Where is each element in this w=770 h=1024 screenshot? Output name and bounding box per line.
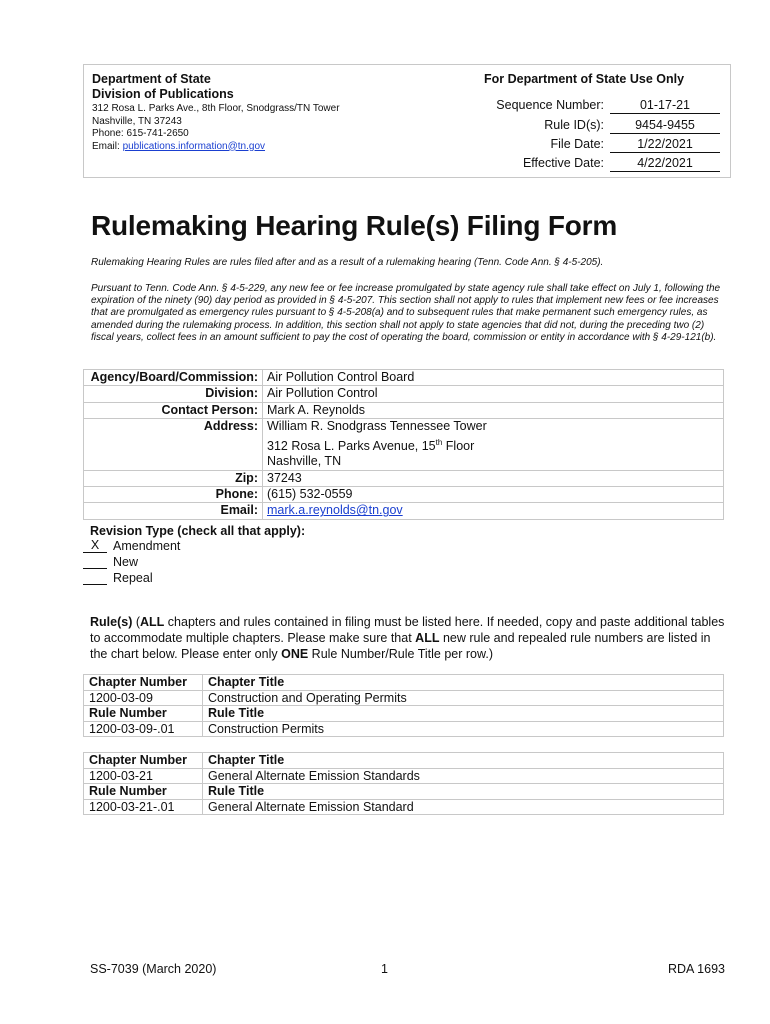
sequence-number-field — [414, 98, 719, 116]
division-value: Air Pollution Control — [263, 386, 724, 402]
rules-note-text-1: ( — [132, 615, 141, 629]
dept-city: Nashville, TN 37243 — [92, 115, 182, 127]
rule-header-row — [84, 706, 724, 722]
rules-note-text-4: Rule Number/Rule Title per row.) — [308, 647, 493, 661]
statute-text: Pursuant to Tenn. Code Ann. § 4-5-229, any new fee or fee increase promulgated by state agency rule shall take effect on July 1, following the expiration of the ninety (90) day period as provided in § 4-5-207. This section shall not apply to rules that implement new fees or fee increases that are promulgated as emergency rules pursuant to § 4-5-208(a) and to subsequent rules that make permanent such emergency rules, as amended during the rulemaking process. In addition, this section shall not apply to state agencies that did not, during the preceding two (2) fiscal years, collect fees in an amount sufficient to pay the cost of operating the board, commission or entity in accordance with § 4-29-121(b). — [91, 283, 721, 343]
division-label: Division: — [84, 386, 263, 402]
phone-row — [84, 487, 724, 503]
rules-note-bold-3: ALL — [415, 631, 440, 645]
contact-value: Mark A. Reynolds — [263, 402, 724, 418]
rule-number-header: Rule Number — [84, 784, 203, 800]
rule-row — [84, 721, 724, 737]
revision-repeal-mark[interactable] — [83, 571, 107, 585]
zip-value: 37243 — [263, 470, 724, 486]
dept-email-link[interactable]: publications.information@tn.gov — [122, 140, 266, 152]
rules-instructions — [90, 614, 730, 662]
agency-value: Air Pollution Control Board — [263, 370, 724, 386]
rule-ids-value: 9454-9455 — [610, 118, 720, 134]
rule-number-cell: 1200-03-21-.01 — [84, 799, 203, 815]
revision-amendment-label: Amendment — [113, 539, 181, 553]
rule-ids-label: Rule ID(s): — [544, 118, 604, 132]
sequence-number-value: 01-17-21 — [610, 98, 720, 114]
dept-line-1: Department of State — [92, 72, 211, 86]
contact-label: Contact Person: — [84, 402, 263, 418]
division-row — [84, 386, 724, 402]
effective-date-value: 4/22/2021 — [610, 156, 720, 172]
file-date-field — [414, 137, 719, 155]
rule-ids-field — [414, 118, 719, 136]
file-date-value: 1/22/2021 — [610, 137, 720, 153]
rule-title-header: Rule Title — [203, 784, 724, 800]
chapter-row — [84, 690, 724, 706]
dept-street: 312 Rosa L. Parks Ave., 8th Floor, Snodgrass/TN Tower — [92, 103, 340, 114]
chapter-table-2 — [83, 752, 724, 815]
revision-amendment-mark[interactable]: X — [83, 539, 107, 553]
rules-note-bold-4: ONE — [281, 647, 309, 661]
revision-new-label: New — [113, 555, 139, 569]
rule-number-cell: 1200-03-09-.01 — [84, 721, 203, 737]
contact-row — [84, 402, 724, 418]
department-name — [92, 72, 234, 102]
email-value — [263, 503, 724, 519]
revision-type-title: Revision Type (check all that apply): — [90, 524, 306, 538]
dept-phone: Phone: 615-741-2650 — [92, 128, 189, 139]
chapter-title-cell: General Alternate Emission Standards — [203, 768, 724, 784]
address-line-2-text: 312 Rosa L. Parks Avenue, 15 — [267, 438, 436, 453]
header-box — [83, 64, 731, 178]
department-address — [92, 103, 340, 153]
address-line-2-floor: Floor — [442, 438, 475, 453]
rda-number: RDA 1693 — [668, 962, 725, 976]
zip-row — [84, 470, 724, 486]
effective-date-label: Effective Date: — [522, 156, 604, 170]
address-row — [84, 419, 724, 470]
chapter-number-header: Chapter Number — [84, 675, 203, 691]
rule-header-row — [84, 784, 724, 800]
chapter-number-header: Chapter Number — [84, 753, 203, 769]
chapter-table-1 — [83, 674, 724, 737]
revision-repeal-label: Repeal — [113, 571, 153, 585]
sequence-number-label: Sequence Number: — [496, 98, 604, 112]
chapter-number-cell: 1200-03-21 — [84, 768, 203, 784]
address-line-2-sup: th — [435, 437, 443, 447]
chapter-title-header: Chapter Title — [203, 753, 724, 769]
chapter-title-cell: Construction and Operating Permits — [203, 690, 724, 706]
state-use-only-title: For Department of State Use Only — [484, 72, 685, 86]
rule-number-header: Rule Number — [84, 706, 203, 722]
dept-email-line — [92, 141, 340, 154]
revision-repeal[interactable] — [83, 571, 153, 587]
agency-table — [83, 369, 724, 520]
zip-label: Zip: — [84, 470, 263, 486]
chapter-header-row — [84, 675, 724, 691]
chapter-header-row — [84, 753, 724, 769]
rule-title-cell: Construction Permits — [203, 721, 724, 737]
revision-new-mark[interactable] — [83, 555, 107, 569]
chapter-title-header: Chapter Title — [203, 675, 724, 691]
chapter-row — [84, 768, 724, 784]
phone-value: (615) 532-0559 — [263, 487, 724, 503]
rule-title-cell: General Alternate Emission Standard — [203, 799, 724, 815]
rule-title-header: Rule Title — [203, 706, 724, 722]
revision-new[interactable] — [83, 555, 138, 571]
form-id: SS-7039 (March 2020) — [90, 962, 217, 976]
file-date-label: File Date: — [550, 137, 604, 151]
rules-note-text-2: chapters and rules contained in filing must be listed here. If needed, copy and paste additional tables to accommodate multiple chapters. Please make sure that — [90, 615, 725, 645]
page-number: 1 — [381, 962, 388, 976]
rules-note-bold-1: Rule(s) — [90, 615, 133, 629]
address-line-1: William R. Snodgrass Tennessee Tower — [267, 419, 487, 434]
effective-date-field — [414, 156, 719, 174]
rule-row — [84, 799, 724, 815]
revision-amendment[interactable] — [83, 539, 180, 555]
intro-text: Rulemaking Hearing Rules are rules filed after and as a result of a rulemaking hearing (Tenn. Code Ann. § 4-5-205). — [91, 257, 604, 268]
dept-line-2: Division of Publications — [92, 87, 234, 101]
contact-email-link[interactable]: mark.a.reynolds@tn.gov — [267, 503, 403, 518]
address-line-2 — [267, 435, 719, 455]
address-value — [263, 419, 724, 470]
dept-email-label: Email: — [92, 140, 123, 152]
agency-label: Agency/Board/Commission: — [84, 370, 263, 386]
form-title: Rulemaking Hearing Rule(s) Filing Form — [91, 210, 618, 241]
chapter-number-cell: 1200-03-09 — [84, 690, 203, 706]
email-label: Email: — [84, 503, 263, 519]
phone-label: Phone: — [84, 487, 263, 503]
address-label: Address: — [84, 419, 263, 470]
rules-note-text-3: new rule and repealed rule numbers are listed in the chart below. Please enter only — [90, 631, 711, 661]
rules-note-bold-2: ALL — [140, 615, 165, 629]
agency-row — [84, 370, 724, 386]
address-line-3: Nashville, TN — [267, 454, 342, 469]
email-row — [84, 503, 724, 519]
